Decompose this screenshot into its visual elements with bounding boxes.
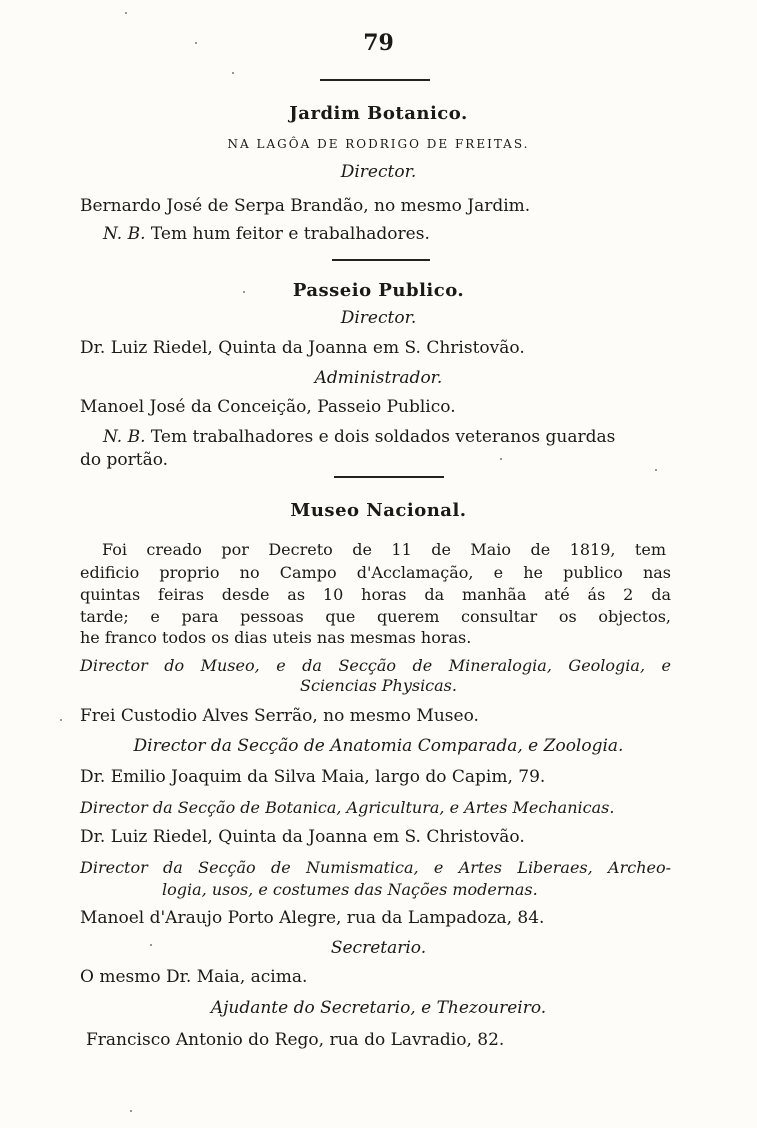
role-heading: Director do Museo, e da Secção de Mineralogia, Geologia, e	[80, 656, 671, 675]
note-line	[103, 427, 615, 447]
speck	[232, 72, 234, 74]
speck	[60, 719, 62, 721]
page-number: 79	[363, 30, 394, 56]
paragraph-line: tarde; e para pessoas que querem consultar os objectos,	[80, 607, 671, 626]
divider	[334, 476, 444, 478]
note-text: Tem trabalhadores e dois soldados veteranos guardas	[150, 427, 616, 447]
divider	[320, 79, 430, 81]
speck	[150, 944, 152, 946]
note-line: do portão.	[80, 450, 169, 470]
entry-line: Frei Custodio Alves Serrão, no mesmo Museo.	[80, 706, 479, 726]
paragraph-line: quintas feiras desde as 10 horas da manhãa até ás 2 da	[80, 585, 671, 604]
paragraph-line: he franco todos os dias uteis nas mesmas horas.	[80, 628, 472, 647]
entry-line: Manoel José da Conceição, Passeio Publico.	[80, 397, 456, 417]
note-line	[103, 224, 430, 244]
speck	[125, 12, 127, 14]
entry-line: Manoel d'Araujo Porto Alegre, rua da Lampadoza, 84.	[80, 908, 545, 928]
entry-line: Francisco Antonio do Rego, rua do Lavradio, 82.	[86, 1030, 505, 1050]
jardim-location: NA LAGÔA DE RODRIGO DE FREITAS.	[227, 137, 530, 151]
note-label: N. B.	[103, 224, 146, 244]
entry-line: O mesmo Dr. Maia, acima.	[80, 967, 308, 987]
section-title-jardim: Jardim Botanico.	[289, 103, 468, 124]
note-text: Tem hum feitor e trabalhadores.	[150, 224, 430, 244]
role-heading: Director da Secção de Anatomia Comparada, e Zoologia.	[133, 736, 624, 756]
role-heading: Director.	[340, 162, 417, 182]
speck	[195, 42, 197, 44]
role-heading: Director da Secção de Numismatica, e Artes Liberaes, Archeo-	[80, 858, 671, 877]
note-label: N. B.	[103, 427, 146, 447]
entry-line: Dr. Luiz Riedel, Quinta da Joanna em S. Christovão.	[80, 827, 525, 847]
role-heading: Director.	[340, 308, 417, 328]
speck	[500, 458, 502, 460]
entry-line: Dr. Luiz Riedel, Quinta da Joanna em S. Christovão.	[80, 338, 525, 358]
paragraph-line: Foi creado por Decreto de 11 de Maio de 1819, tem	[102, 540, 666, 559]
section-title-museo: Museo Nacional.	[290, 500, 467, 521]
paragraph-line: edificio proprio no Campo d'Acclamação, e he publico nas	[80, 563, 671, 582]
speck	[130, 1110, 132, 1112]
divider	[332, 259, 430, 261]
entry-line: Dr. Emilio Joaquim da Silva Maia, largo do Capim, 79.	[80, 767, 546, 787]
speck	[655, 469, 657, 471]
entry-line: Bernardo José de Serpa Brandão, no mesmo Jardim.	[80, 196, 531, 216]
section-title-passeio: Passeio Publico.	[292, 280, 465, 301]
role-heading: Director da Secção de Botanica, Agricultura, e Artes Mechanicas.	[80, 798, 615, 817]
role-heading: Ajudante do Secretario, e Thezoureiro.	[210, 998, 547, 1018]
role-heading: Secretario.	[330, 938, 427, 958]
role-heading: logia, usos, e costumes das Nações modernas.	[162, 880, 538, 899]
role-heading: Administrador.	[314, 368, 443, 388]
role-heading: Sciencias Physicas.	[300, 676, 457, 695]
speck	[243, 291, 245, 293]
